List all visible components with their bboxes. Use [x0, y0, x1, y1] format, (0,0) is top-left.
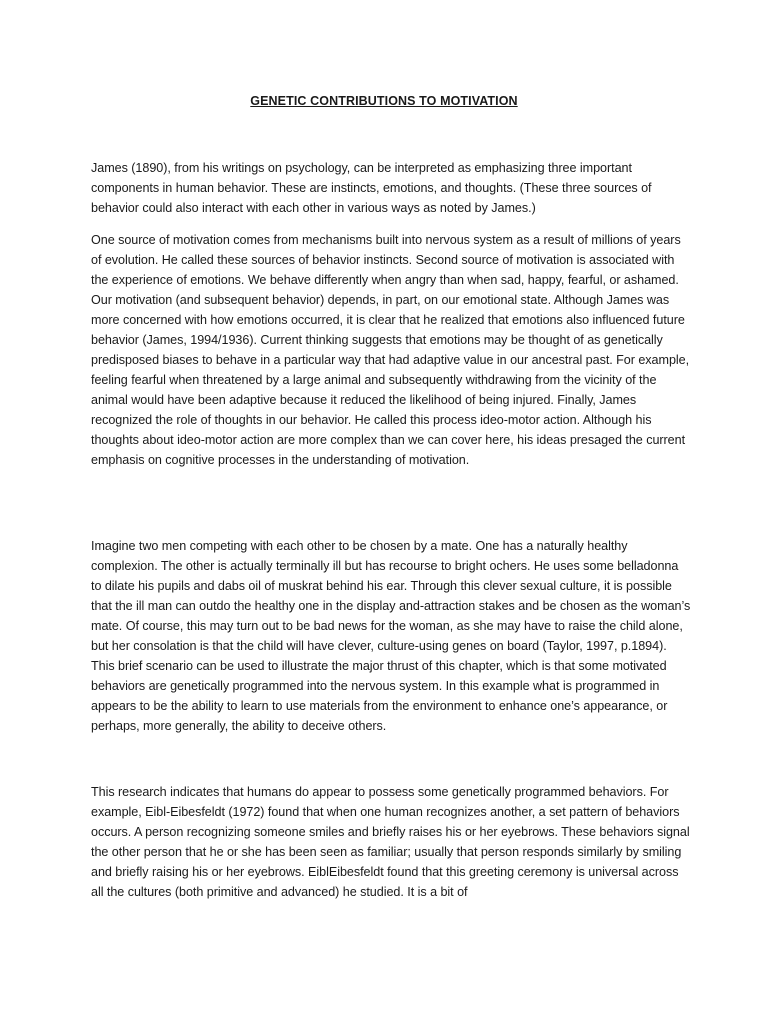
paragraph-mate-competition: Imagine two men competing with each other to be chosen by a mate. One has a naturally healthy complexion. The other is actually terminally ill but has recourse to bright ochers. He uses some belladonna to dilate his pupils and dabs oil of muskrat behind his ear. Through this clever sexual culture, it is possible that the ill man can outdo the healthy one in the display and-attraction stakes and be chosen as the woman’s mate. Of course, this may turn out to be bad news for the woman, as she may have to raise the child alone, but her consolation is that the child will have clever, culture-using genes on board (Taylor, 1997, p.1894). This brief scenario can be used to illustrate the major thrust of this chapter, which is that some motivated behaviors are genetically programmed into the nervous system. In this example what is programmed in appears to be the ability to learn to use materials from the environment to enhance one’s appearance, or perhaps, more generally, the ability to deceive others. [91, 539, 691, 733]
document-title: GENETIC CONTRIBUTIONS TO MOTIVATION [250, 94, 518, 108]
paragraph-greeting-behavior: This research indicates that humans do appear to possess some genetically programmed behaviors. For example, Eibl-Eibesfeldt (1972) found that when one human recognizes another, a set pattern of behaviors occurs. A person recognizing someone smiles and briefly raises his or her eyebrows. These behaviors signal the other person that he or she has been seen as familiar; usually that person responds similarly by smiling and briefly raising his or her eyebrows. EiblEibesfeldt found that this greeting ceremony is universal across all the cultures (both primitive and advanced) he studied. It is a bit of [91, 785, 690, 899]
paragraph-instincts-emotions: One source of motivation comes from mechanisms built into nervous system as a result of millions of years of evolution. He called these sources of behavior instincts. Second source of motivation is associated with the experience of emotions. We behave differently when angry than when sad, happy, fearful, or ashamed. Our motivation (and subsequent behavior) depends, in part, on our emotional state. Although James was more concerned with how emotions occurred, it is clear that he realized that emotions also influenced future behavior (James, 1994/1936). Current thinking suggests that emotions may be thought of as genetically predisposed biases to behave in a particular way that had adaptive value in our ancestral past. For example, feeling fearful when threatened by a large animal and subsequently withdrawing from the vicinity of the animal would have been adaptive because it reduced the likelihood of being injured. Finally, James recognized the role of thoughts in our behavior. He called this process ideo-motor action. Although his thoughts about ideo-motor action are more complex than we can cover here, his ideas presaged the current emphasis on cognitive processes in the understanding of motivation. [91, 233, 690, 467]
paragraph-james-components: James (1890), from his writings on psychology, can be interpreted as emphasizing three important components in human behavior. These are instincts, emotions, and thoughts. (These three sources of behavior could also interact with each other in various ways as noted by James.) [91, 161, 652, 215]
